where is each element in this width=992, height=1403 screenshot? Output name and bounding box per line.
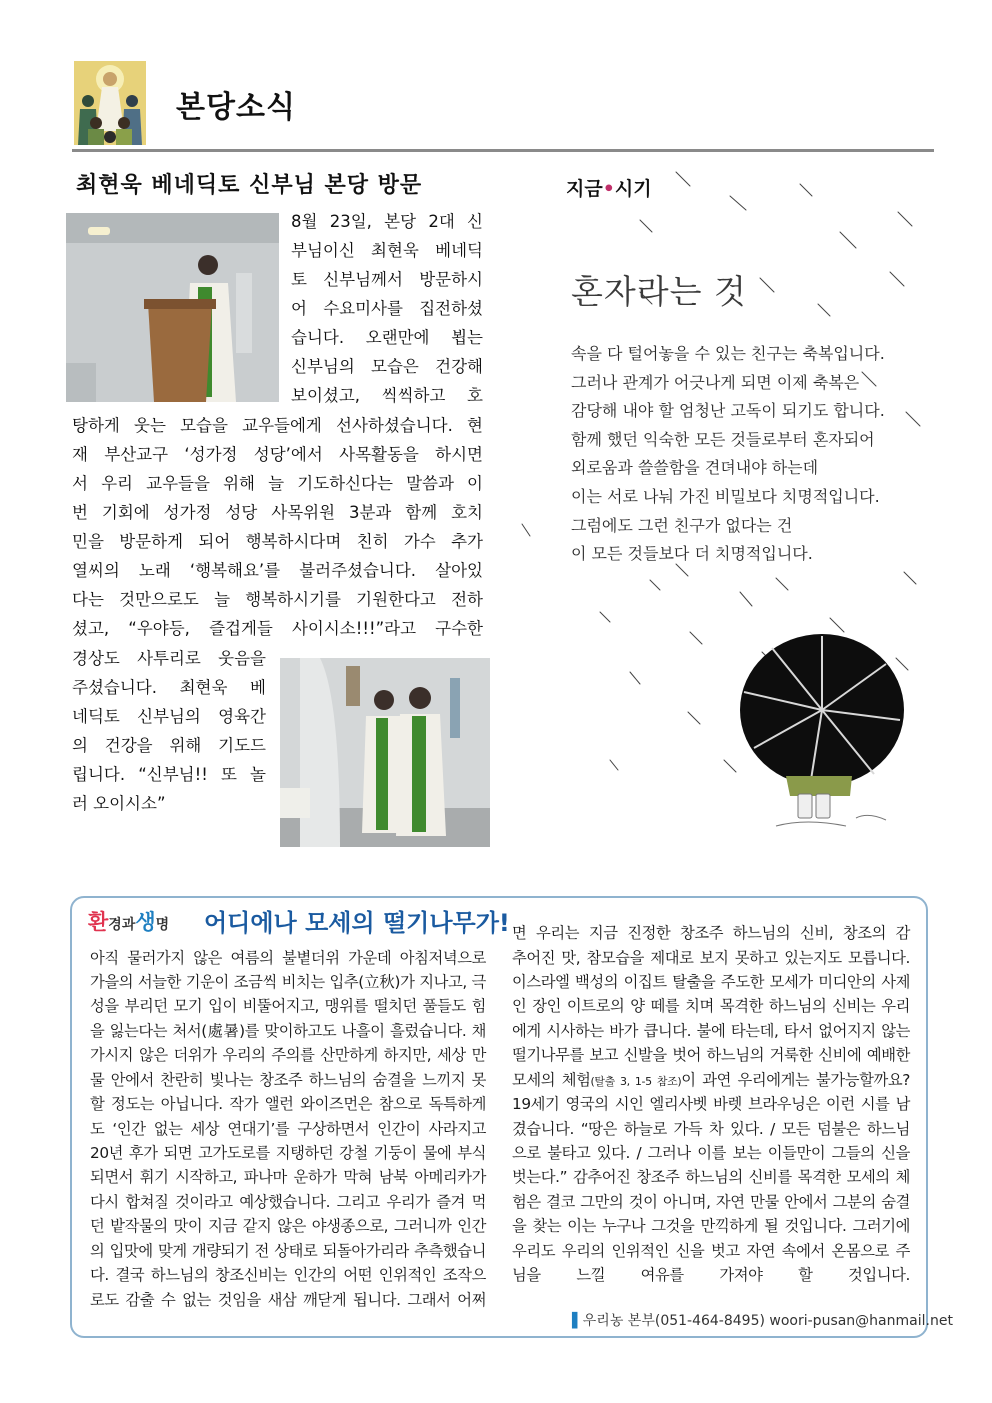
env-left-line: 가을의 서늘한 기운이 조금씩 비치는 입추(立秋)가 지나고, 극: [90, 973, 486, 991]
env-right-line: 에게 시사하는 바가 큽니다. 불에 타는데, 타서 없어지지 않는: [512, 1022, 910, 1040]
parish-logo-icon: [74, 61, 146, 145]
essay-series-tag: [566, 174, 652, 201]
env-right-line: 겼습니다. “땅은 하늘로 가득 차 있다. / 모든 덤불은 하느님: [512, 1120, 910, 1138]
env-text: 모세의 체험: [512, 1071, 591, 1089]
env-left-line: 다시 합쳐질 것이라고 예상했습니다. 그리고 우리가 즐겨 먹: [90, 1193, 486, 1211]
env-left-line: 아직 물러가지 않은 여름의 불볕더위 가운데 아침저녁으로: [90, 949, 486, 967]
essay-line: 그러나 관계가 어긋나게 되면 이제 축복은: [571, 372, 860, 392]
env-right-line: 으로 불타고 있다. / 그러나 이를 보는 이들만이 그들의 신을: [512, 1144, 910, 1162]
contact-bar-icon: ▌: [572, 1313, 583, 1329]
article-line: 네딕토 신부님의 영육간: [72, 707, 266, 726]
env-right-line: 19세기 영국의 시인 엘리사벳 바렛 브라우닝은 이런 시를 남: [512, 1095, 910, 1113]
env-right-line: 험은 결코 그만의 것이 아니며, 자연 만물 안에서 그분의 숨결: [512, 1193, 910, 1211]
article-line: 민을 방문하게 되어 행복하시다며 친히 가수 추가: [72, 532, 483, 551]
essay-tag-text-end: 시기: [614, 178, 652, 200]
article-line: 주셨습니다. 최현욱 베: [72, 678, 266, 697]
env-right-line: 벗는다.” 감추어진 창조주 하느님의 신비를 목격한 모세의 체: [512, 1168, 910, 1186]
env-right-line: 을 찾는 이는 누구나 그것을 만끽하게 될 것입니다. 그러기에: [512, 1217, 910, 1235]
env-left-line: 도 ‘인간 없는 세상 연대기’를 구상하면서 인간이 사라지고: [90, 1120, 486, 1138]
article-line: 셨고, “우야등, 즐겁게들 사이시소!!!”라고 구수한: [72, 619, 483, 638]
env-left-line: 할 정도는 아닙니다. 작가 앨런 와이즈먼은 참으로 독특하게: [90, 1095, 486, 1113]
article-line: 토 신부님께서 방문하시: [291, 270, 483, 289]
env-right-line: 추어진 맛, 참모습을 제대로 보지 못하고 있는지도 모릅니다.: [512, 949, 910, 967]
contact-text: 우리농 본부(051-464-8495) woori-pusan@hanmail.net: [582, 1313, 953, 1329]
article-title: 최현욱 베네딕토 신부님 본당 방문: [76, 173, 423, 198]
env-right-line: 우리도 우리의 인위적인 신을 벗고 자연 속에서 온몸으로 주: [512, 1242, 910, 1260]
essay-line: 외로움과 쓸쓸함을 견뎌내야 하는데: [571, 458, 819, 478]
article-line: 번 기회에 성가정 성당 사목위원 3분과 함께 호치: [72, 503, 483, 522]
env-left-line: 의 입맛에 맞게 개량되기 전 상태로 되돌아가리라 추측했습니: [90, 1242, 486, 1260]
article-line: 열씨의 노래 ‘행복해요’를 불러주셨습니다. 살아있: [72, 561, 483, 580]
env-left-line: 되면서 휘기 시작하고, 파나마 운하가 막혀 남북 아메리카가: [90, 1168, 486, 1186]
section-title: 본당소식: [176, 90, 296, 125]
environment-title: 어디에나 모세의 떨기나무가!: [204, 909, 510, 937]
essay-line: 그럼에도 그런 친구가 없다는 건: [571, 515, 793, 535]
article-line: 립니다. “신부님!! 또 놀: [72, 765, 266, 784]
env-tag-char: 환: [88, 910, 109, 934]
article-line: 부님이신 최현욱 베네딕: [291, 241, 483, 260]
env-left-line: 20년 후가 되면 고가도로를 지탱하던 강철 기둥이 물에 부식: [90, 1144, 486, 1162]
essay-title: 혼자라는 것: [571, 272, 747, 311]
essay-line: 감당해 내야 할 엄청난 고독이 되기도 합니다.: [571, 401, 885, 421]
env-left-line: 물 안에서 찬란히 빛나는 창조주 하느님의 숨결을 느끼지 못: [90, 1071, 486, 1089]
article-line: 어 수요미사를 집전하셨: [291, 299, 483, 318]
article-line: 습니다. 오랜만에 뵙는: [291, 328, 483, 347]
article-line: 재 부산교구 ‘성가정 성당’에서 사목활동을 하시면: [72, 445, 483, 464]
env-right-line: 이스라엘 백성의 이집트 탈출을 주도한 모세가 미디안의 사제: [512, 973, 910, 991]
env-right-line: 님을 느낄 여유를 가져야 할 것입니다.: [512, 1266, 910, 1284]
header-divider: [72, 149, 934, 152]
article-line: 8월 23일, 본당 2대 신: [291, 212, 483, 231]
essay-line: 함께 했던 익숙한 모든 것들로부터 혼자되어: [571, 429, 875, 449]
article-line: 경상도 사투리로 웃음을: [72, 649, 266, 668]
env-right-line: 면 우리는 지금 진정한 창조주 하느님의 신비, 창조의 감: [512, 924, 910, 942]
env-right-line: 인 장인 이트로의 양 떼를 치며 목격한 하느님의 신비는 우리: [512, 997, 910, 1015]
priest-at-pulpit-photo: [66, 213, 279, 402]
black-umbrella-in-rain-icon: [736, 628, 926, 838]
env-right-line: [512, 1068, 910, 1094]
article-line: 의 건강을 위해 기도드: [72, 736, 266, 755]
essay-line: 속을 다 털어놓을 수 있는 친구는 축복입니다.: [571, 344, 885, 363]
article-line: 보이셨고, 씩씩하고 호: [291, 386, 483, 405]
env-left-line: 던 밭작물의 맛이 지금 같지 않은 야생종으로, 그러니까 인간: [90, 1217, 486, 1235]
env-tag-char: 경과: [108, 917, 136, 933]
essay-body: [571, 340, 931, 569]
essay-tag-text: 지금: [566, 178, 603, 200]
env-left-line: 다. 결국 하느님의 창조신비는 인간의 어떤 인위적인 조작으: [90, 1266, 486, 1284]
essay-line: 이 모든 것들보다 더 치명적입니다.: [571, 544, 813, 564]
essay-tag-mark: •: [602, 178, 615, 200]
article-line: 다는 것만으로도 늘 행복하시기를 기원한다고 전하: [72, 590, 483, 609]
env-left-line: 로도 감출 수 없는 것임을 새삼 깨닫게 됩니다. 그래서 어쩌: [90, 1291, 486, 1309]
environment-tag: [88, 906, 169, 936]
article-line: 탕하게 웃는 모습을 교우들에게 선사하셨습니다. 현: [72, 416, 483, 435]
contact-info: [572, 1310, 953, 1330]
env-tag-char: 생: [135, 910, 156, 934]
two-priests-photo: [280, 658, 490, 847]
article-line: 서 우리 교우들을 위해 늘 기도하신다는 말씀과 이: [72, 474, 483, 493]
article-line: 러 오이시소”: [72, 794, 166, 813]
env-right-line: 떨기나무를 보고 신발을 벗어 하느님의 거룩한 신비에 예배한: [512, 1046, 910, 1064]
article-line: 신부님의 모습은 건강해: [291, 357, 483, 376]
env-text: 이 과연 우리에게는 불가능할까요?: [681, 1071, 910, 1089]
env-left-line: 을 잃는다는 처서(處暑)를 맞이하고도 나흘이 흘렀습니다. 채: [90, 1022, 486, 1040]
essay-line: 이는 서로 나눠 가진 비밀보다 치명적입니다.: [571, 486, 880, 506]
env-left-line: 성을 부리던 모기 입이 비뚤어지고, 맹위를 떨치던 풀들도 힘: [90, 997, 486, 1015]
bible-citation: (탈출 3, 1-5 참조): [590, 1075, 682, 1088]
env-left-line: 가시지 않은 더위가 우리의 주의를 산만하게 하지만, 세상 만: [90, 1046, 486, 1064]
env-tag-char: 명: [155, 917, 170, 933]
